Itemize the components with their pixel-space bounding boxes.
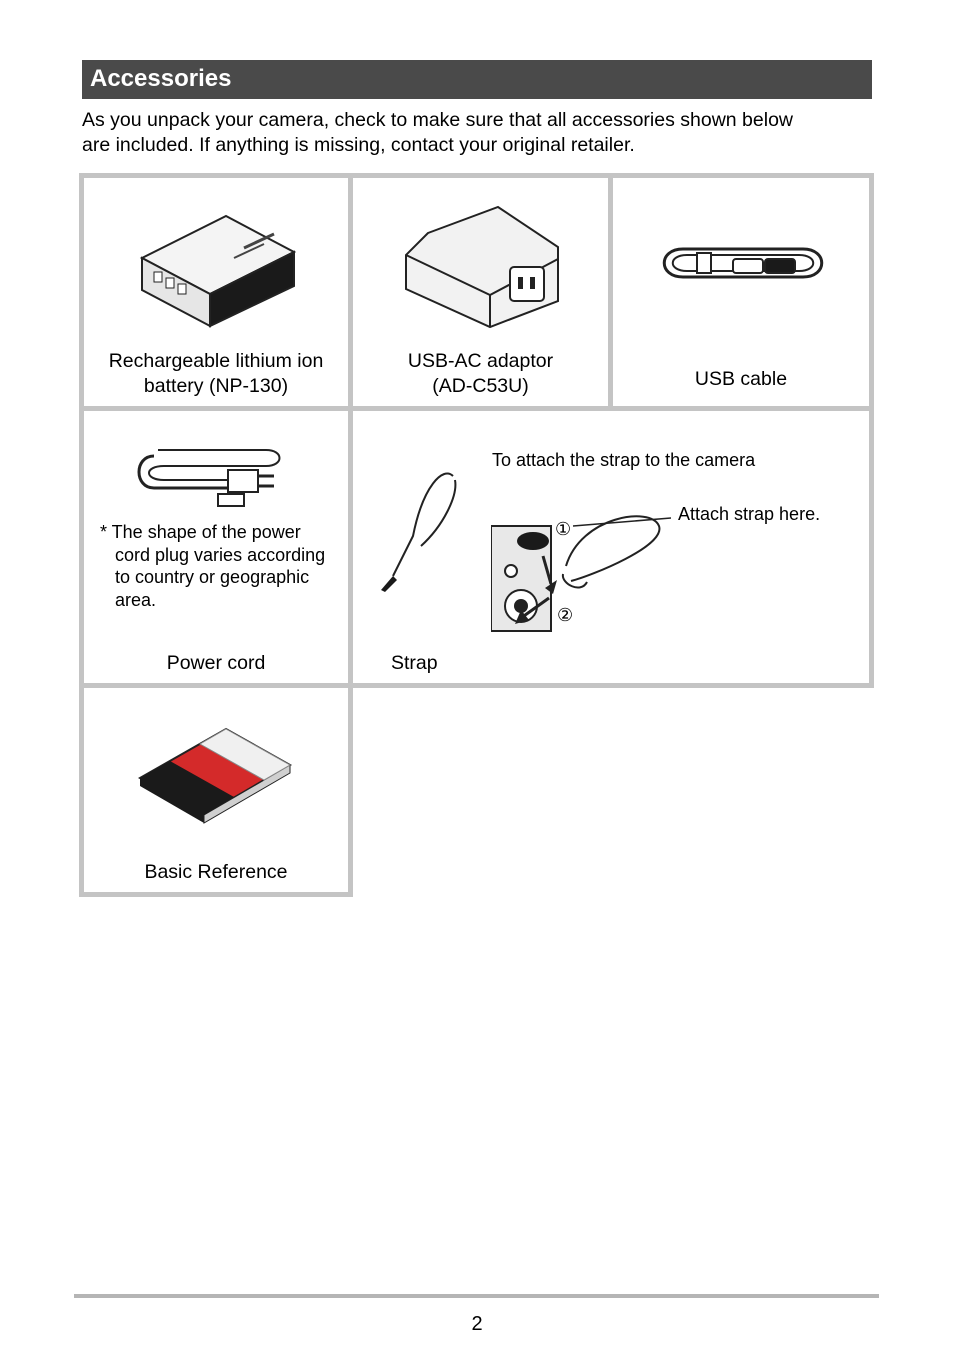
battery-label-line-1: Rechargeable lithium ion (108, 350, 324, 372)
power-cord-label: Power cord (166, 652, 266, 674)
power-cord-cell (79, 406, 353, 688)
page-number: 2 (471, 1313, 483, 1335)
basic-reference-label: Basic Reference (144, 861, 288, 883)
footer-rule (74, 1294, 879, 1298)
battery-label (84, 349, 348, 399)
strap-callout-label: Attach strap here. (678, 504, 821, 524)
usb-cable-label: USB cable (694, 368, 788, 390)
strap-step-2-marker: ② (557, 605, 574, 625)
strap-illustration (373, 466, 463, 596)
intro-line-1: As you unpack your camera, check to make sure that all accessories shown below (82, 109, 794, 131)
usb-ac-adaptor-illustration (398, 203, 568, 333)
power-cord-note: * The shape of the power cord plug varies according to country or geographic area. (100, 522, 326, 610)
strap-step-1-marker: ① (555, 519, 572, 539)
strap-instruction-title: To attach the strap to the camera (492, 450, 756, 470)
battery-cell (79, 173, 353, 411)
battery-label-line-2: battery (NP-130) (143, 375, 289, 397)
basic-reference-booklet-illustration (134, 723, 294, 828)
strap-attach-diagram (491, 506, 671, 636)
adaptor-cell (348, 173, 613, 411)
basic-reference-cell (79, 683, 353, 897)
strap-cell (348, 406, 874, 688)
usb-cable-cell (608, 173, 874, 411)
section-title: Accessories (82, 60, 872, 99)
intro-paragraph (82, 108, 872, 158)
battery-illustration (134, 208, 304, 328)
adaptor-label (353, 349, 608, 399)
usb-cable-illustration (653, 233, 833, 293)
adaptor-label-line-1: USB-AC adaptor (407, 350, 554, 372)
adaptor-label-line-2: (AD-C53U) (432, 375, 529, 397)
intro-line-2: are included. If anything is missing, contact your original retailer. (82, 134, 635, 156)
strap-label: Strap (391, 652, 438, 674)
power-cord-illustration (134, 436, 294, 511)
